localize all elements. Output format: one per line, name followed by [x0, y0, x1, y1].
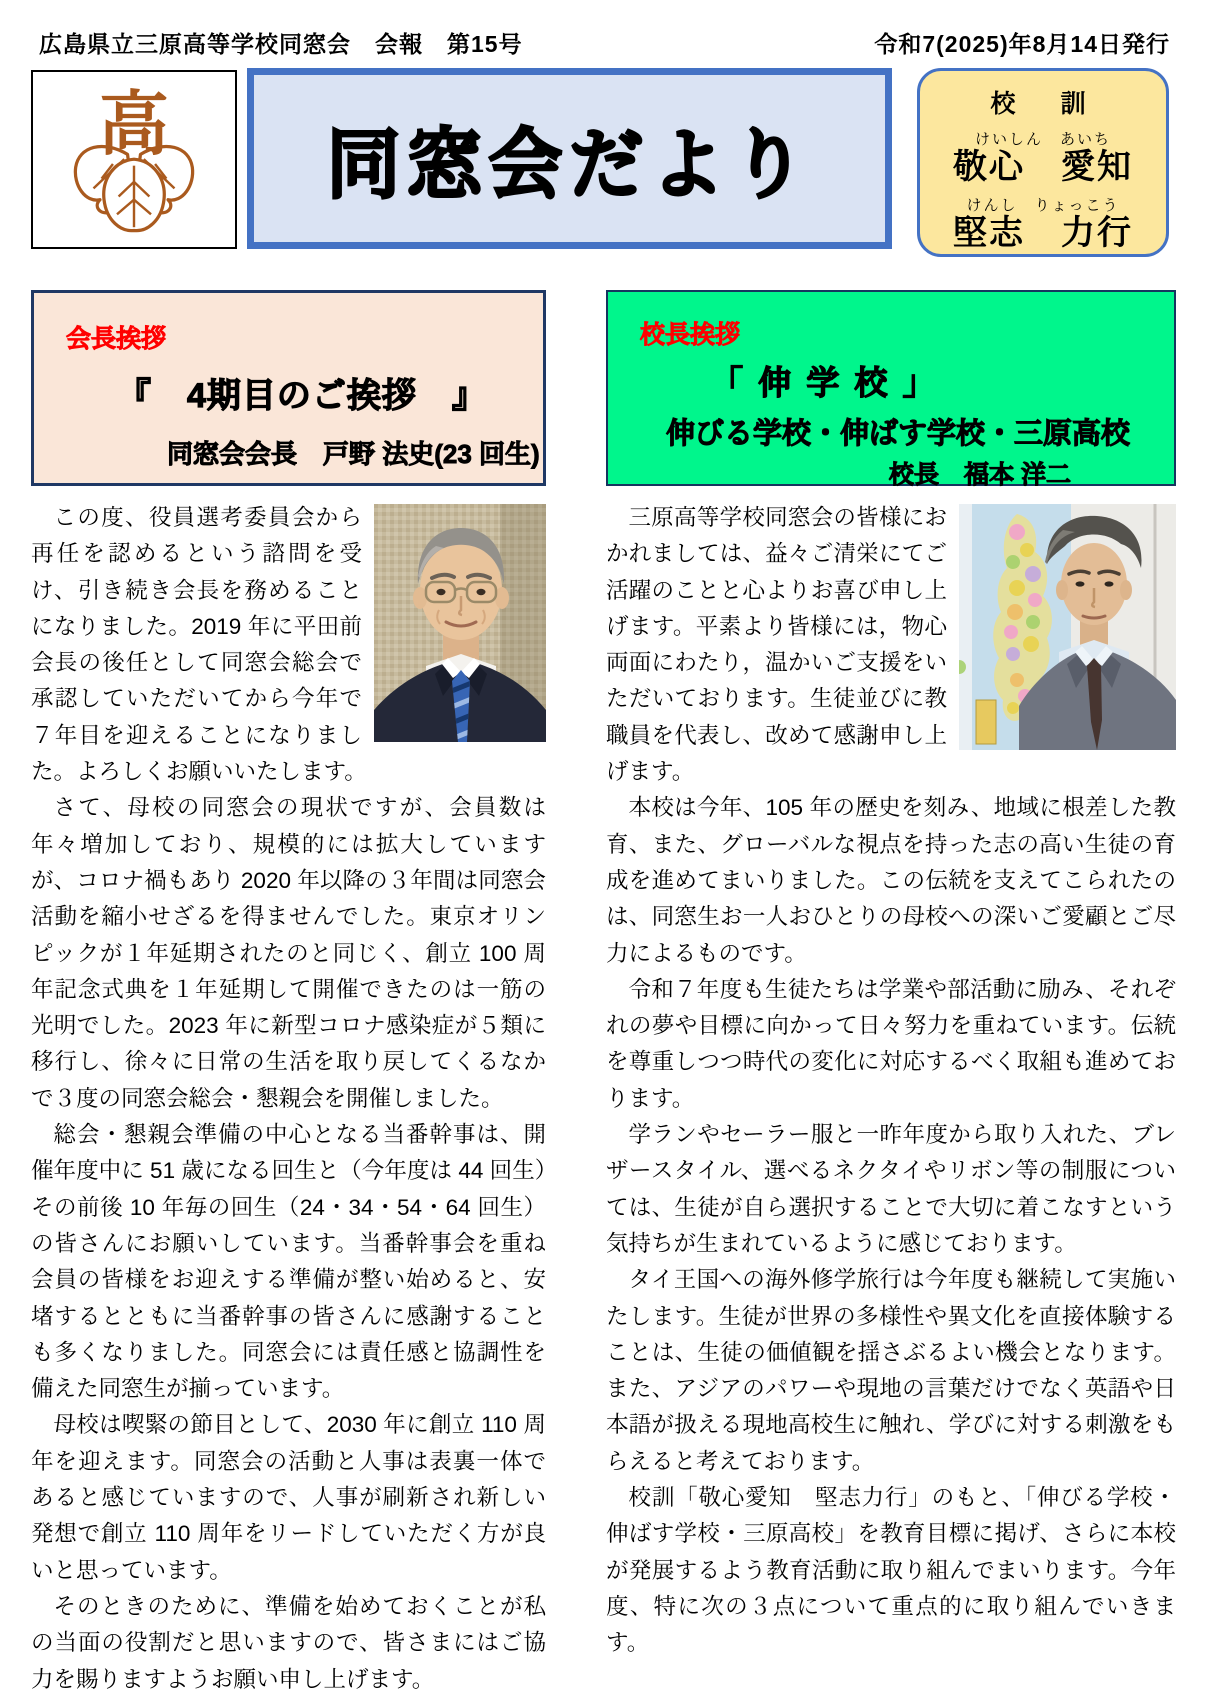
paragraph: 母校は喫緊の節目として、2030 年に創立 110 周年を迎えます。同窓会の活動と人事は表裏一体であると感じていますので、人事が刷新され新しい発想で創立 110 周年をリードしていただく方が良いと思っています。 [31, 1412, 546, 1583]
issue-title-left: 広島県立三原高等学校同窓会 会報 第15号 [39, 31, 523, 57]
masthead [31, 68, 1176, 260]
president-article-header [31, 290, 546, 486]
motto-heading: 校 訓 [990, 91, 1096, 118]
principal-article-body [606, 500, 1176, 1662]
president-article [31, 290, 546, 1696]
principal-article-title: 「 伸 学 校 」 [710, 364, 939, 401]
paragraph: 総会・懇親会準備の中心となる当番幹事は、開催年度中に 51 歳になる回生と（今年度は 44 回生）その前後 10 年毎の回生（24・34・54・64 回生）の皆さんにお願いしています。当番幹事会を重ね会員の皆様をお迎えする準備が整い始めると、安堵するとともに当番幹事の皆さんに感謝することも多くなりました。同窓会には責任感と協調性を備えた同窓生が揃っています。 [31, 1122, 546, 1402]
paragraph: 学ランやセーラー服と一昨年度から取り入れた、ブレザースタイル、選べるネクタイやリボン等の制服については、生徒が自ら選択することで大切に着こなすという気持ちが生まれているように感じております。 [606, 1122, 1176, 1256]
paragraph: 本校は今年、105 年の歴史を刻み、地域に根差した教育、また、グローバルな視点を持った志の高い生徒の育成を進めてまいりました。この伝統を支えてこられたのは、同窓生お一人おひとりの母校への深いご愛顧とご尽力によるものです。 [606, 795, 1176, 966]
paragraph: 校訓「敬心愛知 堅志力行」のもと、「伸びる学校・伸ばす学校・三原高校」を教育目標に掲げ、さらに本校が発展するよう教育活動に取り組んでまいります。今年度、特に次の３点について重点的に取り組んでいきます。 [606, 1485, 1176, 1656]
principal-article-byline: 校長 福本 洋二 [889, 461, 1071, 489]
motto-line-1: 敬心 愛知 [953, 149, 1133, 186]
paragraph: タイ王国への海外修学旅行は今年度も継続して実施いたします。生徒が世界の多様性や異文化を直接体験することは、生徒の価値観を揺さぶるよい機会となります。また、アジアのパワーや現地の言葉だけでなく英語や日本語が扱える現地高校生に触れ、学びに対する刺激をもらえると考えております。 [606, 1267, 1176, 1474]
school-emblem-icon [53, 81, 215, 239]
principal-article [606, 290, 1176, 1696]
president-photo [374, 504, 546, 742]
school-emblem [31, 70, 237, 249]
paragraph: 令和７年度も生徒たちは学業や部活動に励み、それぞれの夢や目標に向かって日々努力を重ねています。伝統を尊重しつつ時代の変化に対応するべく取組も進めております。 [606, 976, 1176, 1111]
issue-line [31, 26, 1176, 59]
principal-photo [959, 504, 1176, 750]
paragraph: 三原高等学校同窓会の皆様におかれましては、益々ご清栄にてご活躍のことと心よりお喜び申し上げます。平素より皆様には，物心両面にわたり，温かいご支援をいただいております。生徒並びに教職員を代表し、改めて感謝申し上げます。 [606, 505, 947, 785]
school-motto-box [917, 68, 1169, 257]
newsletter-title-box [247, 68, 892, 249]
newsletter-title: 同窓会だより [326, 121, 813, 208]
issue-date-right: 令和7(2025)年8月14日発行 [874, 31, 1170, 57]
paragraph: この度、役員選考委員会から再任を認めるという諮問を受け、引き続き会長を務めることになりました。2019 年に平田前会長の後任として同窓会総会で承認していただいてから今年で７年目を迎えることになりました。よろしくお願いいたします。 [31, 505, 367, 785]
motto-ruby-1: けいしん あいち [974, 132, 1111, 148]
svg-text:高: 高 [99, 86, 169, 164]
principal-article-header [606, 290, 1176, 489]
president-article-body [31, 500, 546, 1696]
principal-article-subtitle: 伸びる学校・伸ばす学校・三原高校 [666, 418, 1131, 450]
president-article-title: 『 4期目のご挨拶 』 [117, 377, 487, 415]
motto-line-2: 堅志 力行 [953, 215, 1133, 253]
president-article-byline: 同窓会会長 戸野 法史(23 回生) [167, 439, 540, 469]
paragraph: そのときのために、準備を始めておくことが私の当面の役割だと思いますので、皆さまにはご協力を賜りますようお願い申し上げます。 [31, 1593, 546, 1692]
president-article-label: 会長挨拶 [66, 325, 167, 353]
motto-ruby-2: けんし りょっこう [966, 198, 1120, 215]
paragraph: さて、母校の同窓会の現状ですが、会員数は年々増加しており、規模的には拡大していますが、コロナ禍もあり 2020 年以降の３年間は同窓会活動を縮小せざるを得ませんでした。東京オリンピックが１年延期されたのと同じく、創立 100 周年記念式典を１年延期して開催できたのは一筋の光明でした。2023 年に新型コロナ感染症が５類に移行し、徐々に日常の生活を取り戻してくるなかで３度の同窓会総会・懇親会を開催しました。 [31, 795, 546, 1111]
principal-article-label: 校長挨拶 [640, 321, 741, 349]
article-columns [31, 290, 1176, 1696]
